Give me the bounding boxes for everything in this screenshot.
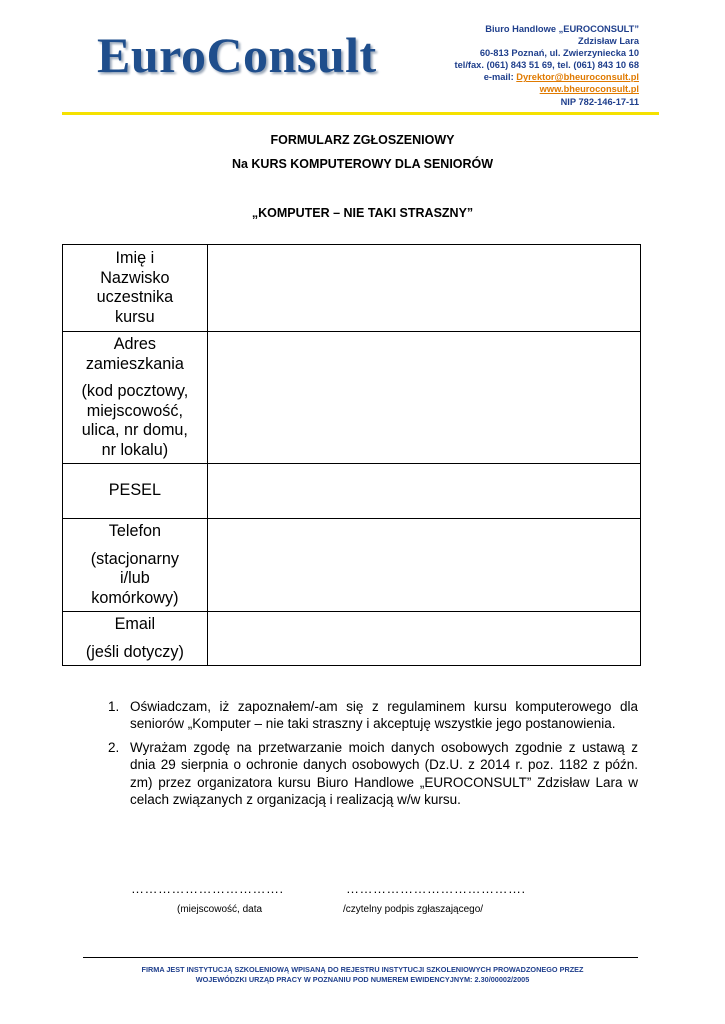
company-logo: EuroConsult <box>97 27 377 83</box>
field-label-line: uczestnika <box>96 288 174 306</box>
form-title: FORMULARZ ZGŁOSZENIOWY <box>270 133 455 147</box>
statement-item <box>108 698 638 733</box>
field-label-line: Telefon <box>108 522 161 540</box>
field-note-line: nr lokalu) <box>101 440 169 459</box>
field-note-line: (kod pocztowy, <box>81 382 189 400</box>
field-label <box>63 519 208 612</box>
field-label <box>63 332 208 464</box>
form-row <box>63 612 641 666</box>
form-row <box>63 245 641 332</box>
field-label-line: zamieszkania <box>85 354 184 373</box>
field-input-cell[interactable] <box>207 332 640 464</box>
field-input-cell[interactable] <box>207 612 640 666</box>
header-divider <box>62 112 659 115</box>
field-label-line: Nazwisko <box>100 268 170 287</box>
field-label <box>63 245 208 332</box>
company-owner: Zdzisław Lara <box>578 36 639 47</box>
company-email-line <box>454 71 639 83</box>
field-note-line: miejscowość, <box>86 401 183 420</box>
company-phone: tel/fax. (061) 843 51 69, tel. (061) 843 10 68 <box>454 60 639 71</box>
email-label: e-mail: <box>483 72 517 83</box>
statement-text: Oświadczam, iż zapoznałem/-am się z regulaminem kursu komputerowego dla seniorów „Komputer – nie taki straszny i akceptuję wszystkie jego postanowienia. <box>130 699 638 732</box>
signature-line: …………………………………. <box>346 881 526 896</box>
form-row <box>63 332 641 464</box>
company-address: 60-813 Poznań, ul. Zwierzyniecka 10 <box>479 48 639 59</box>
field-label <box>63 612 208 666</box>
course-name: „KOMPUTER – NIE TAKI STRASZNY” <box>251 206 474 220</box>
statement-number: 2. <box>108 739 120 755</box>
field-label <box>63 464 208 519</box>
field-note-line: i/lub <box>120 569 150 587</box>
field-label-line: PESEL <box>108 481 161 500</box>
field-label-line: Imię i <box>115 249 155 267</box>
statements-list <box>108 698 638 814</box>
field-note-line: komórkowy) <box>91 588 179 607</box>
website-link[interactable]: www.bheuroconsult.pl <box>539 84 639 95</box>
footer-text <box>0 965 725 985</box>
field-input-cell[interactable] <box>207 245 640 332</box>
company-nip: NIP 782-146-17-11 <box>560 96 639 107</box>
statement-text: Wyrażam zgodę na przetwarzanie moich danych osobowych zgodnie z ustawą z dnia 29 sierpnia o ochronie danych osobowych (Dz.U. z 2014 r. poz. 1182 z późn. zm) przez organizatora kursu Biuro Handlowe „EUROCONSULT” Zdzisław Lara w celach związanych z organizacją i realizacją w/w kursu. <box>130 739 638 808</box>
statement-item <box>108 739 638 809</box>
form-row <box>63 464 641 519</box>
field-input-cell[interactable] <box>207 519 640 612</box>
footer-line: FIRMA JEST INSTYTUCJĄ SZKOLENIOWĄ WPISANĄ DO REJESTRU INSTYTUCJI SZKOLENIOWYCH PROWADZONEGO PRZEZ <box>141 965 584 974</box>
form-subtitle: Na KURS KOMPUTEROWY DLA SENIORÓW <box>231 157 494 171</box>
company-info <box>454 23 639 108</box>
field-label-line: kursu <box>115 307 155 326</box>
place-date-line: ……………………………. <box>131 881 284 896</box>
signature-caption: /czytelny podpis zgłaszającego/ <box>343 904 484 915</box>
registration-table <box>62 244 641 666</box>
field-note-line: (jeśli dotyczy) <box>85 642 184 661</box>
field-note-line: ulica, nr domu, <box>81 421 188 439</box>
email-link[interactable]: Dyrektor@bheuroconsult.pl <box>516 72 639 83</box>
field-input-cell[interactable] <box>207 464 640 519</box>
place-date-caption: (miejscowość, data <box>177 904 263 915</box>
footer-line: WOJEWÓDZKI URZĄD PRACY W POZNANIU POD NUMEREM EWIDENCYJNYM: 2.30/00002/2005 <box>195 975 530 984</box>
footer-divider <box>83 957 638 958</box>
field-label-line: Email <box>114 615 156 633</box>
field-note-line: (stacjonarny <box>90 549 179 568</box>
statement-number: 1. <box>108 699 120 714</box>
field-label-line: Adres <box>113 335 156 353</box>
company-name: Biuro Handlowe „EUROCONSULT” <box>485 24 639 34</box>
form-row <box>63 519 641 612</box>
